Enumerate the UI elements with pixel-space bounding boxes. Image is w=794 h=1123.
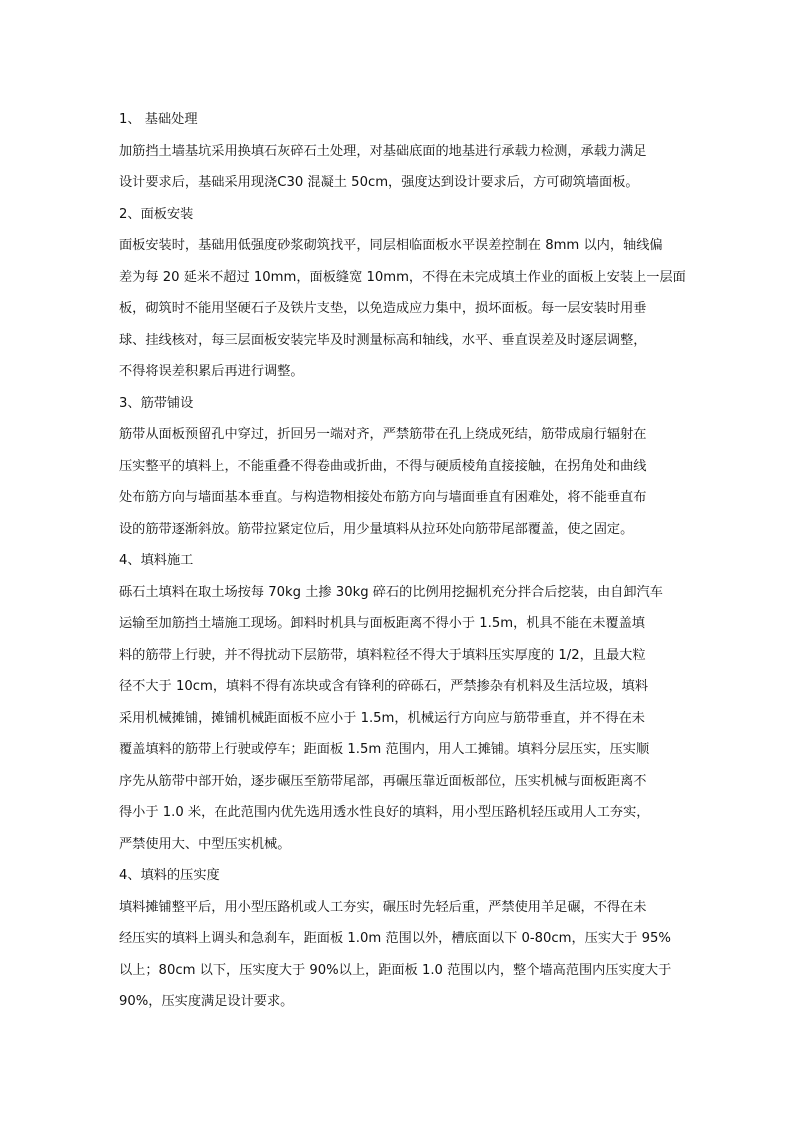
paragraph-line: 面板安装时，基础用低强度砂浆砌筑找平，同层相临面板水平误差控制在 8mm 以内，轴线偏: [119, 238, 663, 253]
paragraph-line: 不得将误差积累后再进行调整。: [119, 364, 304, 379]
paragraph-line: 砾石土填料在取土场按每 70kg 土掺 30kg 碎石的比例用挖掘机充分拌合后挖装，由自卸汽车: [119, 584, 663, 600]
paragraph-line: 设计要求后，基础采用现浇C30 混凝土 50cm，强度达到设计要求后，方可砌筑墙面板。: [119, 175, 639, 190]
section-strip-laying: [119, 388, 681, 546]
paragraph-line: 板，砌筑时不能用坚硬石子及铁片支垫，以免造成应力集中，损坏面板。每一层安装时用垂: [119, 301, 647, 316]
section-heading: 4、填料的压实度: [119, 868, 220, 883]
paragraph-line: 设的筋带逐渐斜放。筋带拉紧定位后，用少量填料从拉环处向筋带尾部覆盖，使之固定。: [119, 521, 634, 537]
paragraph-line: 加筋挡土墙基坑采用换填石灰碎石土处理，对基础底面的地基进行承载力检测，承载力满足: [119, 143, 647, 159]
paragraph-line: 90%，压实度满足设计要求。: [119, 994, 294, 1009]
section-panel-installation: [119, 199, 686, 388]
paragraph-line: 运输至加筋挡土墙施工现场。卸料时机具与面板距离不得小于 1.5m，机具不能在未覆盖填: [119, 616, 645, 631]
paragraph-line: 以上；80cm 以下，压实度大于 90%以上，距面板 1.0 范围以内，整个墙高范围内压实度大于: [119, 962, 672, 978]
paragraph-line: 填料摊铺整平后，用小型压路机或人工夯实，碾压时先轻后重，严禁使用羊足碾，不得在未: [119, 899, 647, 915]
paragraph-line: 序先从筋带中部开始，逐步碾压至筋带尾部，再碾压靠近面板部位，压实机械与面板距离不: [119, 773, 647, 789]
section-compaction: [119, 860, 681, 1018]
section-heading: 3、筋带铺设: [119, 395, 194, 411]
section-heading: 1、 基础处理: [119, 112, 198, 127]
paragraph-line: 经压实的填料上调头和急刹车，距面板 1.0m 范围以外，槽底面以下 0-80cm，压实大于 95%: [119, 931, 671, 946]
paragraph-line: 采用机械摊铺，摊铺机械距面板不应小于 1.5m，机械运行方向应与筋带垂直，并不得在未: [119, 710, 645, 726]
paragraph-line: 球、挂线核对，每三层面板安装完毕及时测量标高和轴线，水平、垂直误差及时逐层调整，: [119, 332, 647, 348]
paragraph-line: 覆盖填料的筋带上行驶或停车；距面板 1.5m 范围内，用人工摊铺。填料分层压实，压实顺: [119, 742, 650, 757]
paragraph-line: 料的筋带上行驶，并不得扰动下层筋带，填料粒径不得大于填料压实厚度的 1/2，且最大粒: [119, 647, 646, 663]
paragraph-line: 严禁使用大、中型压实机械。: [119, 836, 291, 852]
paragraph-line: 处布筋方向与墙面基本垂直。与构造物相接处布筋方向与墙面垂直有困难处，将不能垂直布: [119, 490, 647, 505]
paragraph-line: 得小于 1.0 米，在此范围内优先选用透水性良好的填料，用小型压路机轻压或用人工夯实，: [119, 805, 650, 820]
paragraph-line: 压实整平的填料上，不能重叠不得卷曲或折曲，不得与硬质棱角直接接触，在拐角处和曲线: [119, 458, 647, 474]
section-foundation: [119, 104, 681, 199]
paragraph-line: 差为每 20 延米不超过 10mm，面板缝宽 10mm，不得在未完成填土作业的面板上安装上一层面: [119, 269, 686, 285]
document-body: [119, 104, 686, 1018]
section-fill-construction: [119, 545, 681, 860]
paragraph-line: 筋带从面板预留孔中穿过，折回另一端对齐，严禁筋带在孔上绕成死结，筋带成扇行辐射在: [119, 427, 647, 442]
paragraph-line: 径不大于 10cm，填料不得有冻块或含有锋利的碎砾石，严禁掺杂有机料及生活垃圾，填料: [119, 679, 649, 694]
section-heading: 2、面板安装: [119, 206, 194, 222]
section-heading: 4、填料施工: [119, 553, 194, 568]
